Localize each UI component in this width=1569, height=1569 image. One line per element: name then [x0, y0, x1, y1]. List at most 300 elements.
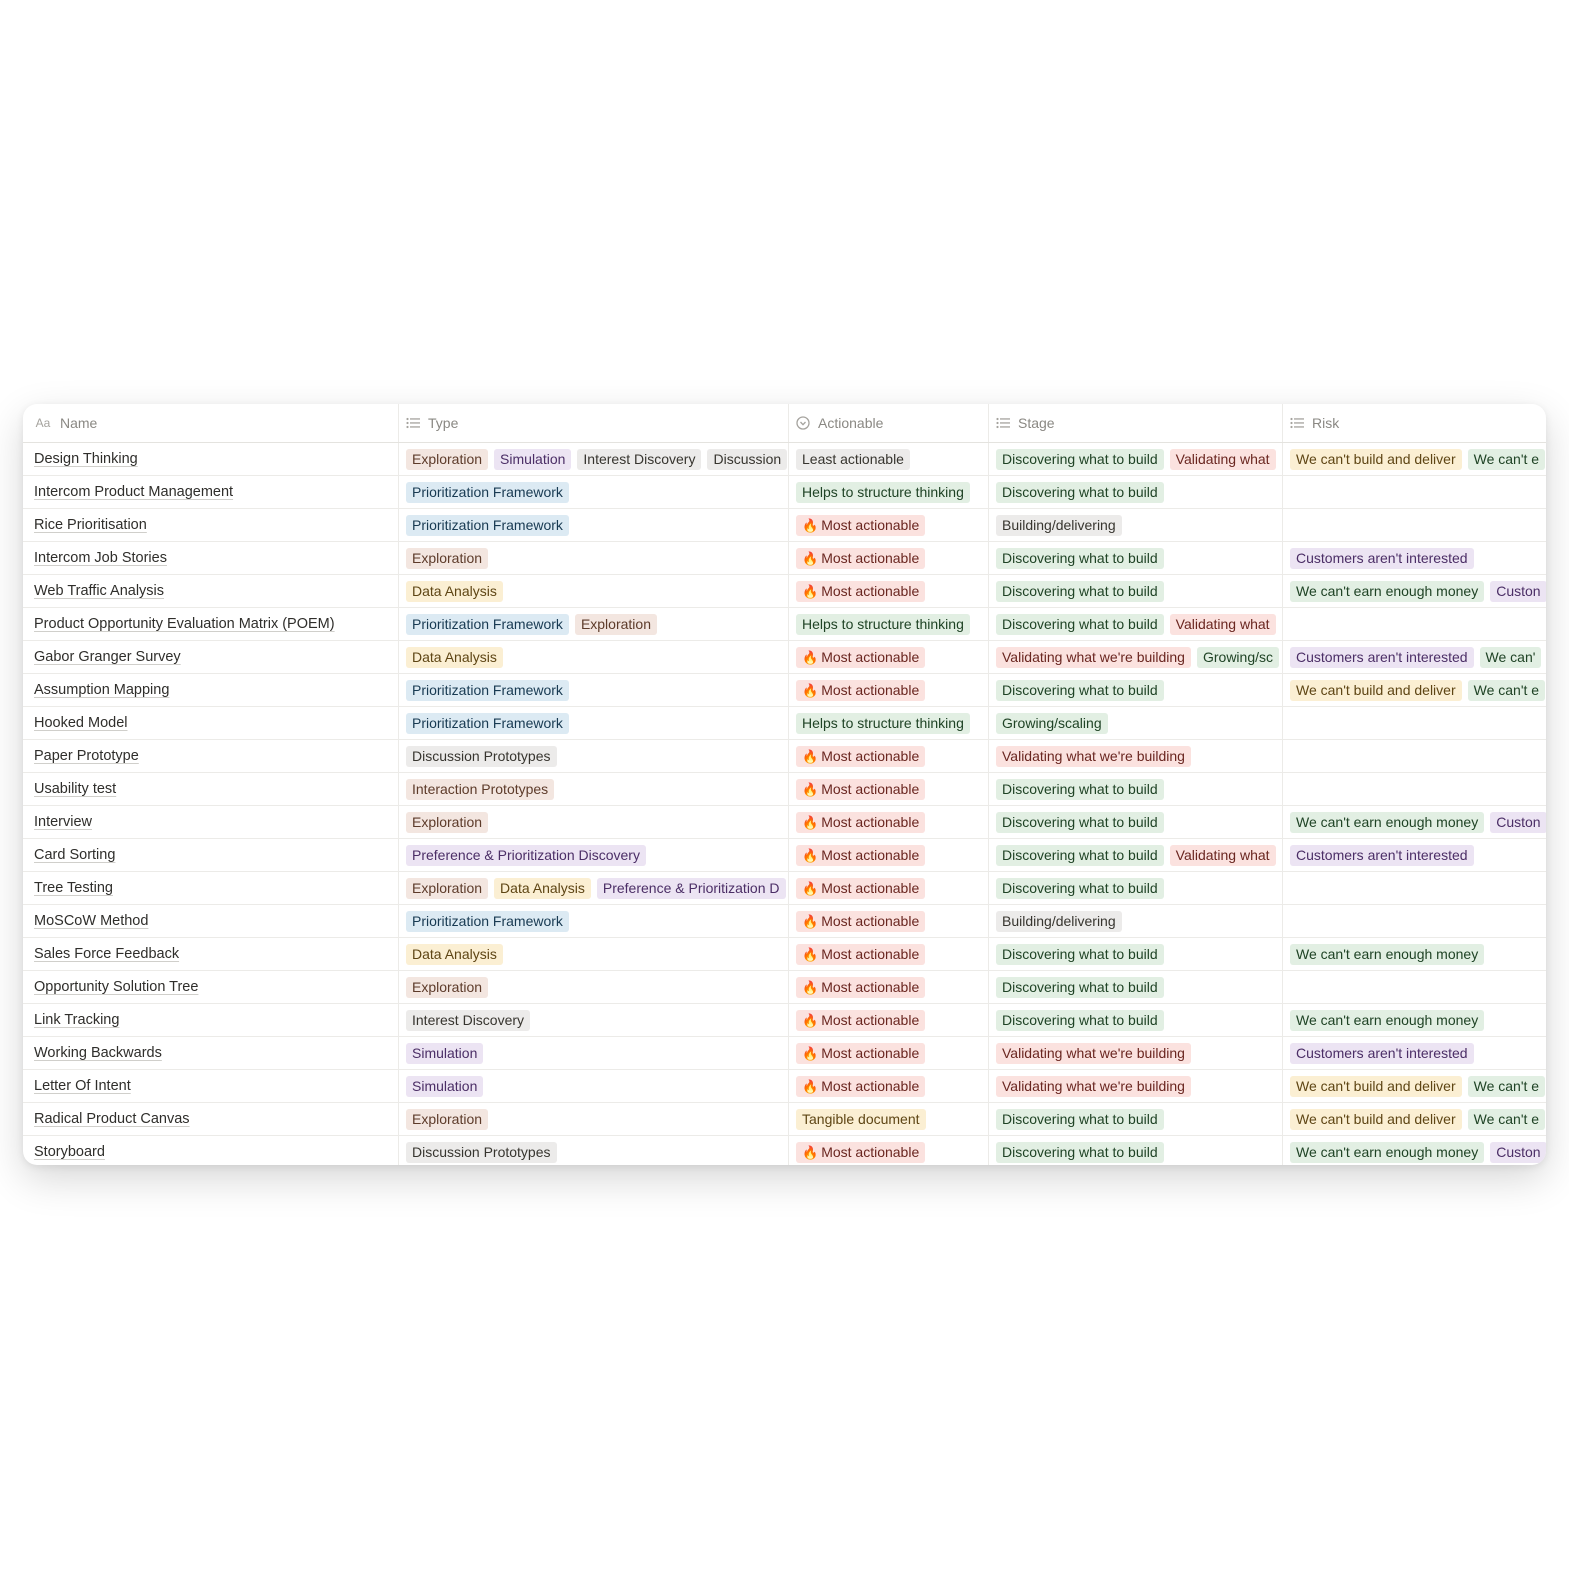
type-tag: Prioritization Framework — [406, 911, 569, 932]
list-icon — [406, 416, 420, 430]
cell-risk[interactable] — [1283, 509, 1546, 541]
row-title[interactable]: Web Traffic Analysis — [34, 583, 165, 599]
risk-tag: We can't earn enough money — [1290, 581, 1484, 602]
actionable-tag — [796, 548, 925, 569]
row-title[interactable]: Hooked Model — [34, 715, 128, 731]
cell-stage[interactable] — [989, 674, 1283, 706]
actionable-tag — [796, 878, 925, 899]
row-title[interactable]: Tree Testing — [34, 880, 113, 896]
cell-actionable[interactable] — [789, 1037, 989, 1069]
cell-type[interactable] — [399, 905, 789, 937]
type-tag: Exploration — [406, 548, 488, 569]
fire-icon: 🔥 — [802, 517, 819, 533]
cell-actionable[interactable] — [789, 773, 989, 805]
actionable-tag — [796, 746, 925, 767]
cell-name[interactable] — [23, 971, 399, 1003]
cell-stage[interactable] — [989, 773, 1283, 805]
cell-name[interactable] — [23, 839, 399, 871]
cell-name[interactable] — [23, 905, 399, 937]
cell-name[interactable] — [23, 542, 399, 574]
risk-tag: We can't e — [1468, 1109, 1545, 1130]
cell-stage[interactable] — [989, 905, 1283, 937]
cell-name[interactable] — [23, 509, 399, 541]
cell-risk[interactable] — [1283, 1136, 1546, 1165]
fire-icon: 🔥 — [802, 781, 819, 797]
fire-icon: 🔥 — [802, 748, 819, 764]
status-circle-icon — [796, 416, 810, 430]
type-tag: Prioritization Framework — [406, 515, 569, 536]
cell-actionable[interactable] — [789, 575, 989, 607]
cell-risk[interactable] — [1283, 872, 1546, 904]
type-tag: Exploration — [406, 1109, 488, 1130]
actionable-tag — [796, 779, 925, 800]
row-title[interactable]: Radical Product Canvas — [34, 1111, 190, 1127]
cell-actionable[interactable] — [789, 1136, 989, 1165]
actionable-label: Most actionable — [821, 978, 920, 995]
cell-stage[interactable] — [989, 806, 1283, 838]
table-row[interactable] — [23, 839, 1546, 872]
table-row[interactable] — [23, 674, 1546, 707]
row-title[interactable]: Link Tracking — [34, 1012, 120, 1028]
cell-risk[interactable] — [1283, 641, 1546, 673]
table-row[interactable] — [23, 872, 1546, 905]
table-row[interactable] — [23, 971, 1546, 1004]
database-table — [23, 404, 1546, 1165]
cell-type[interactable] — [399, 476, 789, 508]
row-title[interactable]: Card Sorting — [34, 847, 116, 863]
fire-icon: 🔥 — [802, 682, 819, 698]
cell-type[interactable] — [399, 1037, 789, 1069]
stage-tag: Discovering what to build — [996, 812, 1164, 833]
actionable-tag — [796, 845, 925, 866]
stage-tag: Building/delivering — [996, 911, 1122, 932]
type-tag: Interest Discovery — [577, 449, 701, 470]
type-tag: Simulation — [406, 1043, 483, 1064]
cell-type[interactable] — [399, 773, 789, 805]
actionable-label: Most actionable — [821, 516, 920, 533]
cell-actionable[interactable] — [789, 971, 989, 1003]
cell-name[interactable] — [23, 773, 399, 805]
risk-tag: We can't build and deliver — [1290, 1076, 1462, 1097]
cell-risk[interactable] — [1283, 1004, 1546, 1036]
actionable-label: Most actionable — [821, 747, 920, 764]
cell-risk[interactable] — [1283, 443, 1546, 475]
cell-type[interactable] — [399, 575, 789, 607]
cell-actionable[interactable] — [789, 905, 989, 937]
table-row[interactable] — [23, 641, 1546, 674]
risk-tag: We can't earn enough money — [1290, 1010, 1484, 1031]
cell-type[interactable] — [399, 542, 789, 574]
actionable-tag — [796, 581, 925, 602]
cell-type[interactable] — [399, 1136, 789, 1165]
stage-tag: Validating what we're building — [996, 746, 1191, 767]
fire-icon: 🔥 — [802, 1012, 819, 1028]
cell-actionable[interactable] — [789, 674, 989, 706]
row-title[interactable]: MoSCoW Method — [34, 913, 149, 929]
risk-tag: We can't e — [1468, 449, 1545, 470]
column-header-stage[interactable] — [989, 404, 1283, 442]
type-tag: Exploration — [575, 614, 657, 635]
actionable-label: Most actionable — [821, 1143, 920, 1160]
fire-icon: 🔥 — [802, 583, 819, 599]
cell-actionable[interactable] — [789, 707, 989, 739]
cell-risk[interactable] — [1283, 707, 1546, 739]
actionable-tag — [796, 515, 925, 536]
actionable-tag — [796, 812, 925, 833]
cell-stage[interactable] — [989, 971, 1283, 1003]
text-aa-icon: Aa — [35, 416, 51, 430]
cell-risk[interactable] — [1283, 905, 1546, 937]
row-title[interactable]: Opportunity Solution Tree — [34, 979, 199, 995]
stage-tag: Discovering what to build — [996, 977, 1164, 998]
risk-tag: Custon — [1490, 581, 1546, 602]
risk-tag: We can't earn enough money — [1290, 1142, 1484, 1163]
stage-tag: Validating what we're building — [996, 647, 1191, 668]
cell-risk[interactable] — [1283, 773, 1546, 805]
column-header-label: Actionable — [818, 415, 884, 431]
table-row[interactable] — [23, 1103, 1546, 1136]
cell-stage[interactable] — [989, 509, 1283, 541]
cell-stage[interactable] — [989, 476, 1283, 508]
actionable-tag — [796, 680, 925, 701]
table-body — [23, 443, 1546, 1165]
type-tag: Discussion Prototypes — [406, 746, 557, 767]
row-title[interactable]: Intercom Product Management — [34, 484, 234, 500]
table-row[interactable] — [23, 905, 1546, 938]
actionable-label: Most actionable — [821, 582, 920, 599]
table-row[interactable] — [23, 443, 1546, 476]
table-row[interactable] — [23, 707, 1546, 740]
cell-type[interactable] — [399, 1103, 789, 1135]
cell-stage[interactable] — [989, 1004, 1283, 1036]
actionable-label: Most actionable — [821, 945, 920, 962]
cell-stage[interactable] — [989, 839, 1283, 871]
type-tag: Data Analysis — [406, 944, 503, 965]
cell-name[interactable] — [23, 674, 399, 706]
row-title[interactable]: Sales Force Feedback — [34, 946, 180, 962]
fire-icon: 🔥 — [802, 880, 819, 896]
cell-stage[interactable] — [989, 641, 1283, 673]
stage-tag: Validating what — [1170, 449, 1276, 470]
cell-name[interactable] — [23, 1037, 399, 1069]
stage-tag: Discovering what to build — [996, 845, 1164, 866]
cell-actionable[interactable] — [789, 443, 989, 475]
fire-icon: 🔥 — [802, 979, 819, 995]
type-tag: Discussion Prototypes — [406, 1142, 557, 1163]
cell-type[interactable] — [399, 1004, 789, 1036]
cell-name[interactable] — [23, 1070, 399, 1102]
type-tag: Exploration — [406, 812, 488, 833]
cell-actionable[interactable] — [789, 476, 989, 508]
type-tag: Interest Discovery — [406, 1010, 530, 1031]
stage-tag: Building/delivering — [996, 515, 1122, 536]
risk-tag: Customers aren't interested — [1290, 647, 1474, 668]
cell-risk[interactable] — [1283, 740, 1546, 772]
cell-stage[interactable] — [989, 1037, 1283, 1069]
type-tag: Data Analysis — [406, 647, 503, 668]
cell-name[interactable] — [23, 1004, 399, 1036]
cell-actionable[interactable] — [789, 509, 989, 541]
risk-tag: We can't earn enough money — [1290, 812, 1484, 833]
type-tag: Preference & Prioritization Discovery — [406, 845, 646, 866]
column-header-label: Type — [428, 415, 459, 431]
type-tag: Exploration — [406, 977, 488, 998]
table-row[interactable] — [23, 542, 1546, 575]
cell-type[interactable] — [399, 608, 789, 640]
type-tag: Prioritization Framework — [406, 482, 569, 503]
cell-name[interactable] — [23, 872, 399, 904]
type-tag: Discussion — [707, 449, 787, 470]
list-icon — [1290, 416, 1304, 430]
actionable-label: Helps to structure thinking — [802, 483, 964, 500]
row-title[interactable]: Rice Prioritisation — [34, 517, 147, 533]
risk-tag: Custon — [1490, 812, 1546, 833]
risk-tag: We can't e — [1468, 680, 1545, 701]
table-row[interactable] — [23, 740, 1546, 773]
actionable-label: Most actionable — [821, 1044, 920, 1061]
risk-tag: We can't earn enough money — [1290, 944, 1484, 965]
stage-tag: Validating what — [1170, 845, 1276, 866]
actionable-tag — [796, 449, 910, 470]
cell-actionable[interactable] — [789, 542, 989, 574]
cell-type[interactable] — [399, 938, 789, 970]
risk-tag: Customers aren't interested — [1290, 1043, 1474, 1064]
cell-stage[interactable] — [989, 872, 1283, 904]
column-header-risk[interactable] — [1283, 404, 1546, 442]
row-title[interactable]: Working Backwards — [34, 1045, 162, 1061]
row-title[interactable]: Storyboard — [34, 1144, 105, 1160]
column-header-name[interactable] — [23, 404, 399, 442]
stage-tag: Discovering what to build — [996, 944, 1164, 965]
table-row[interactable] — [23, 608, 1546, 641]
table-row[interactable] — [23, 1136, 1546, 1165]
table-row[interactable] — [23, 1037, 1546, 1070]
row-title[interactable]: Design Thinking — [34, 451, 138, 467]
table-row[interactable] — [23, 476, 1546, 509]
cell-type[interactable] — [399, 641, 789, 673]
cell-actionable[interactable] — [789, 1004, 989, 1036]
actionable-label: Most actionable — [821, 912, 920, 929]
cell-risk[interactable] — [1283, 971, 1546, 1003]
cell-type[interactable] — [399, 674, 789, 706]
table-row[interactable] — [23, 509, 1546, 542]
cell-actionable[interactable] — [789, 1103, 989, 1135]
cell-stage[interactable] — [989, 740, 1283, 772]
actionable-tag — [796, 1109, 926, 1130]
risk-tag: We can' — [1480, 647, 1542, 668]
fire-icon: 🔥 — [802, 913, 819, 929]
type-tag: Simulation — [494, 449, 571, 470]
cell-actionable[interactable] — [789, 839, 989, 871]
risk-tag: We can't build and deliver — [1290, 449, 1462, 470]
cell-name[interactable] — [23, 443, 399, 475]
cell-risk[interactable] — [1283, 938, 1546, 970]
table-header — [23, 404, 1546, 443]
cell-risk[interactable] — [1283, 1103, 1546, 1135]
cell-type[interactable] — [399, 443, 789, 475]
actionable-label: Most actionable — [821, 879, 920, 896]
cell-stage[interactable] — [989, 707, 1283, 739]
row-title[interactable]: Gabor Granger Survey — [34, 649, 181, 665]
actionable-label: Most actionable — [821, 1011, 920, 1028]
fire-icon: 🔥 — [802, 814, 819, 830]
risk-tag: We can't build and deliver — [1290, 680, 1462, 701]
row-title[interactable]: Assumption Mapping — [34, 682, 170, 698]
actionable-label: Helps to structure thinking — [802, 714, 964, 731]
column-header-type[interactable] — [399, 404, 789, 442]
cell-name[interactable] — [23, 740, 399, 772]
cell-risk[interactable] — [1283, 575, 1546, 607]
column-header-actionable[interactable] — [789, 404, 989, 442]
stage-tag: Validating what we're building — [996, 1043, 1191, 1064]
stage-tag: Discovering what to build — [996, 482, 1164, 503]
cell-stage[interactable] — [989, 542, 1283, 574]
type-tag: Exploration — [406, 878, 488, 899]
risk-tag: We can't e — [1468, 1076, 1545, 1097]
actionable-tag — [796, 944, 925, 965]
actionable-tag — [796, 647, 925, 668]
cell-risk[interactable] — [1283, 608, 1546, 640]
table-row[interactable] — [23, 1070, 1546, 1103]
stage-tag: Discovering what to build — [996, 1010, 1164, 1031]
table-row[interactable] — [23, 773, 1546, 806]
actionable-label: Tangible document — [802, 1110, 920, 1127]
cell-actionable[interactable] — [789, 608, 989, 640]
cell-actionable[interactable] — [789, 872, 989, 904]
cell-stage[interactable] — [989, 443, 1283, 475]
type-tag: Exploration — [406, 449, 488, 470]
risk-tag: Customers aren't interested — [1290, 845, 1474, 866]
actionable-label: Most actionable — [821, 813, 920, 830]
stage-tag: Discovering what to build — [996, 449, 1164, 470]
actionable-tag — [796, 911, 925, 932]
cell-risk[interactable] — [1283, 476, 1546, 508]
type-tag: Data Analysis — [406, 581, 503, 602]
actionable-label: Most actionable — [821, 648, 920, 665]
fire-icon: 🔥 — [802, 1045, 819, 1061]
actionable-tag — [796, 713, 970, 734]
cell-actionable[interactable] — [789, 806, 989, 838]
cell-stage[interactable] — [989, 1070, 1283, 1102]
stage-tag: Discovering what to build — [996, 878, 1164, 899]
row-title[interactable]: Interview — [34, 814, 93, 830]
cell-stage[interactable] — [989, 608, 1283, 640]
row-title[interactable]: Paper Prototype — [34, 748, 139, 764]
row-title[interactable]: Usability test — [34, 781, 117, 797]
cell-type[interactable] — [399, 740, 789, 772]
cell-stage[interactable] — [989, 1136, 1283, 1165]
cell-risk[interactable] — [1283, 806, 1546, 838]
cell-name[interactable] — [23, 575, 399, 607]
cell-type[interactable] — [399, 839, 789, 871]
cell-name[interactable] — [23, 707, 399, 739]
cell-name[interactable] — [23, 806, 399, 838]
cell-name[interactable] — [23, 476, 399, 508]
cell-name[interactable] — [23, 1136, 399, 1165]
fire-icon: 🔥 — [802, 550, 819, 566]
stage-tag: Validating what — [1170, 614, 1276, 635]
table-row[interactable] — [23, 1004, 1546, 1037]
actionable-tag — [796, 1076, 925, 1097]
stage-tag: Validating what we're building — [996, 1076, 1191, 1097]
cell-stage[interactable] — [989, 938, 1283, 970]
cell-risk[interactable] — [1283, 839, 1546, 871]
row-title[interactable]: Intercom Job Stories — [34, 550, 167, 566]
risk-tag: Customers aren't interested — [1290, 548, 1474, 569]
type-tag: Preference & Prioritization D — [597, 878, 786, 899]
cell-type[interactable] — [399, 806, 789, 838]
actionable-label: Most actionable — [821, 681, 920, 698]
type-tag: Prioritization Framework — [406, 713, 569, 734]
type-tag: Data Analysis — [494, 878, 591, 899]
fire-icon: 🔥 — [802, 1144, 819, 1160]
actionable-tag — [796, 614, 970, 635]
cell-stage[interactable] — [989, 1103, 1283, 1135]
actionable-tag — [796, 1142, 925, 1163]
cell-name[interactable] — [23, 938, 399, 970]
actionable-label: Most actionable — [821, 780, 920, 797]
cell-actionable[interactable] — [789, 740, 989, 772]
stage-tag: Discovering what to build — [996, 680, 1164, 701]
actionable-label: Least actionable — [802, 450, 904, 467]
table-row[interactable] — [23, 938, 1546, 971]
column-header-label: Stage — [1018, 415, 1055, 431]
column-header-label: Name — [60, 415, 98, 431]
row-title[interactable]: Letter Of Intent — [34, 1078, 131, 1094]
cell-type[interactable] — [399, 707, 789, 739]
actionable-label: Most actionable — [821, 1077, 920, 1094]
stage-tag: Discovering what to build — [996, 1109, 1164, 1130]
table-row[interactable] — [23, 575, 1546, 608]
stage-tag: Discovering what to build — [996, 1142, 1164, 1163]
stage-tag: Growing/scaling — [996, 713, 1108, 734]
fire-icon: 🔥 — [802, 946, 819, 962]
cell-actionable[interactable] — [789, 1070, 989, 1102]
stage-tag: Discovering what to build — [996, 779, 1164, 800]
cell-name[interactable] — [23, 641, 399, 673]
cell-type[interactable] — [399, 509, 789, 541]
cell-type[interactable] — [399, 1070, 789, 1102]
cell-actionable[interactable] — [789, 641, 989, 673]
cell-risk[interactable] — [1283, 1070, 1546, 1102]
actionable-tag — [796, 482, 970, 503]
fire-icon: 🔥 — [802, 1078, 819, 1094]
row-title[interactable]: Product Opportunity Evaluation Matrix (POEM) — [34, 616, 335, 632]
column-header-label: Risk — [1312, 415, 1340, 431]
risk-tag: Custon — [1490, 1142, 1546, 1163]
stage-tag: Discovering what to build — [996, 548, 1164, 569]
cell-risk[interactable] — [1283, 1037, 1546, 1069]
fire-icon: 🔥 — [802, 649, 819, 665]
actionable-tag — [796, 1010, 925, 1031]
actionable-tag — [796, 977, 925, 998]
cell-type[interactable] — [399, 872, 789, 904]
cell-stage[interactable] — [989, 575, 1283, 607]
cell-risk[interactable] — [1283, 542, 1546, 574]
cell-name[interactable] — [23, 608, 399, 640]
actionable-label: Most actionable — [821, 549, 920, 566]
actionable-label: Most actionable — [821, 846, 920, 863]
type-tag: Prioritization Framework — [406, 614, 569, 635]
actionable-tag — [796, 1043, 925, 1064]
actionable-label: Helps to structure thinking — [802, 615, 964, 632]
cell-risk[interactable] — [1283, 674, 1546, 706]
cell-type[interactable] — [399, 971, 789, 1003]
cell-actionable[interactable] — [789, 938, 989, 970]
stage-tag: Discovering what to build — [996, 614, 1164, 635]
table-row[interactable] — [23, 806, 1546, 839]
cell-name[interactable] — [23, 1103, 399, 1135]
